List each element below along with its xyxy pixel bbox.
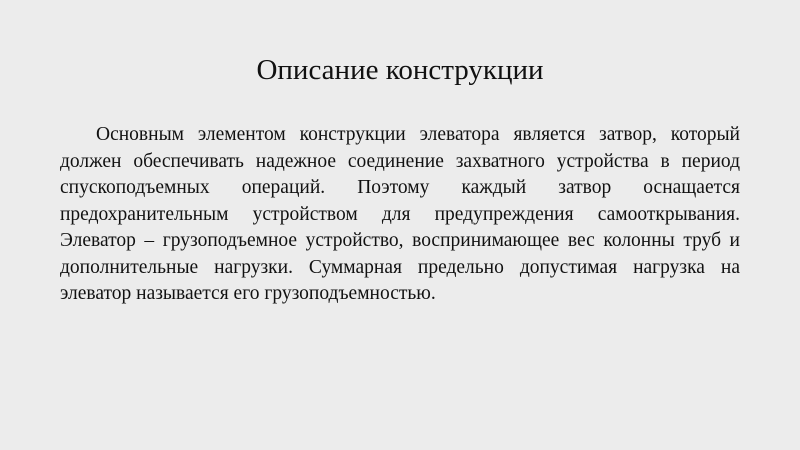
slide-title: Описание конструкции xyxy=(256,54,544,86)
slide-body-paragraph: Основным элементом конструкции элеватора является затвор, который должен обеспечивать надежное соединение захватного устройства в период спускоподъемных операций. Поэтому каждый затвор оснащается предохранительным устройством для предупреждения самооткрывания. Элеватор – грузоподъемное устройство, воспринимающее вес колонны труб и дополнительные нагрузки. Суммарная предельно допустимая нагрузка на элеватор называется его грузоподъемностью. xyxy=(60,124,740,304)
